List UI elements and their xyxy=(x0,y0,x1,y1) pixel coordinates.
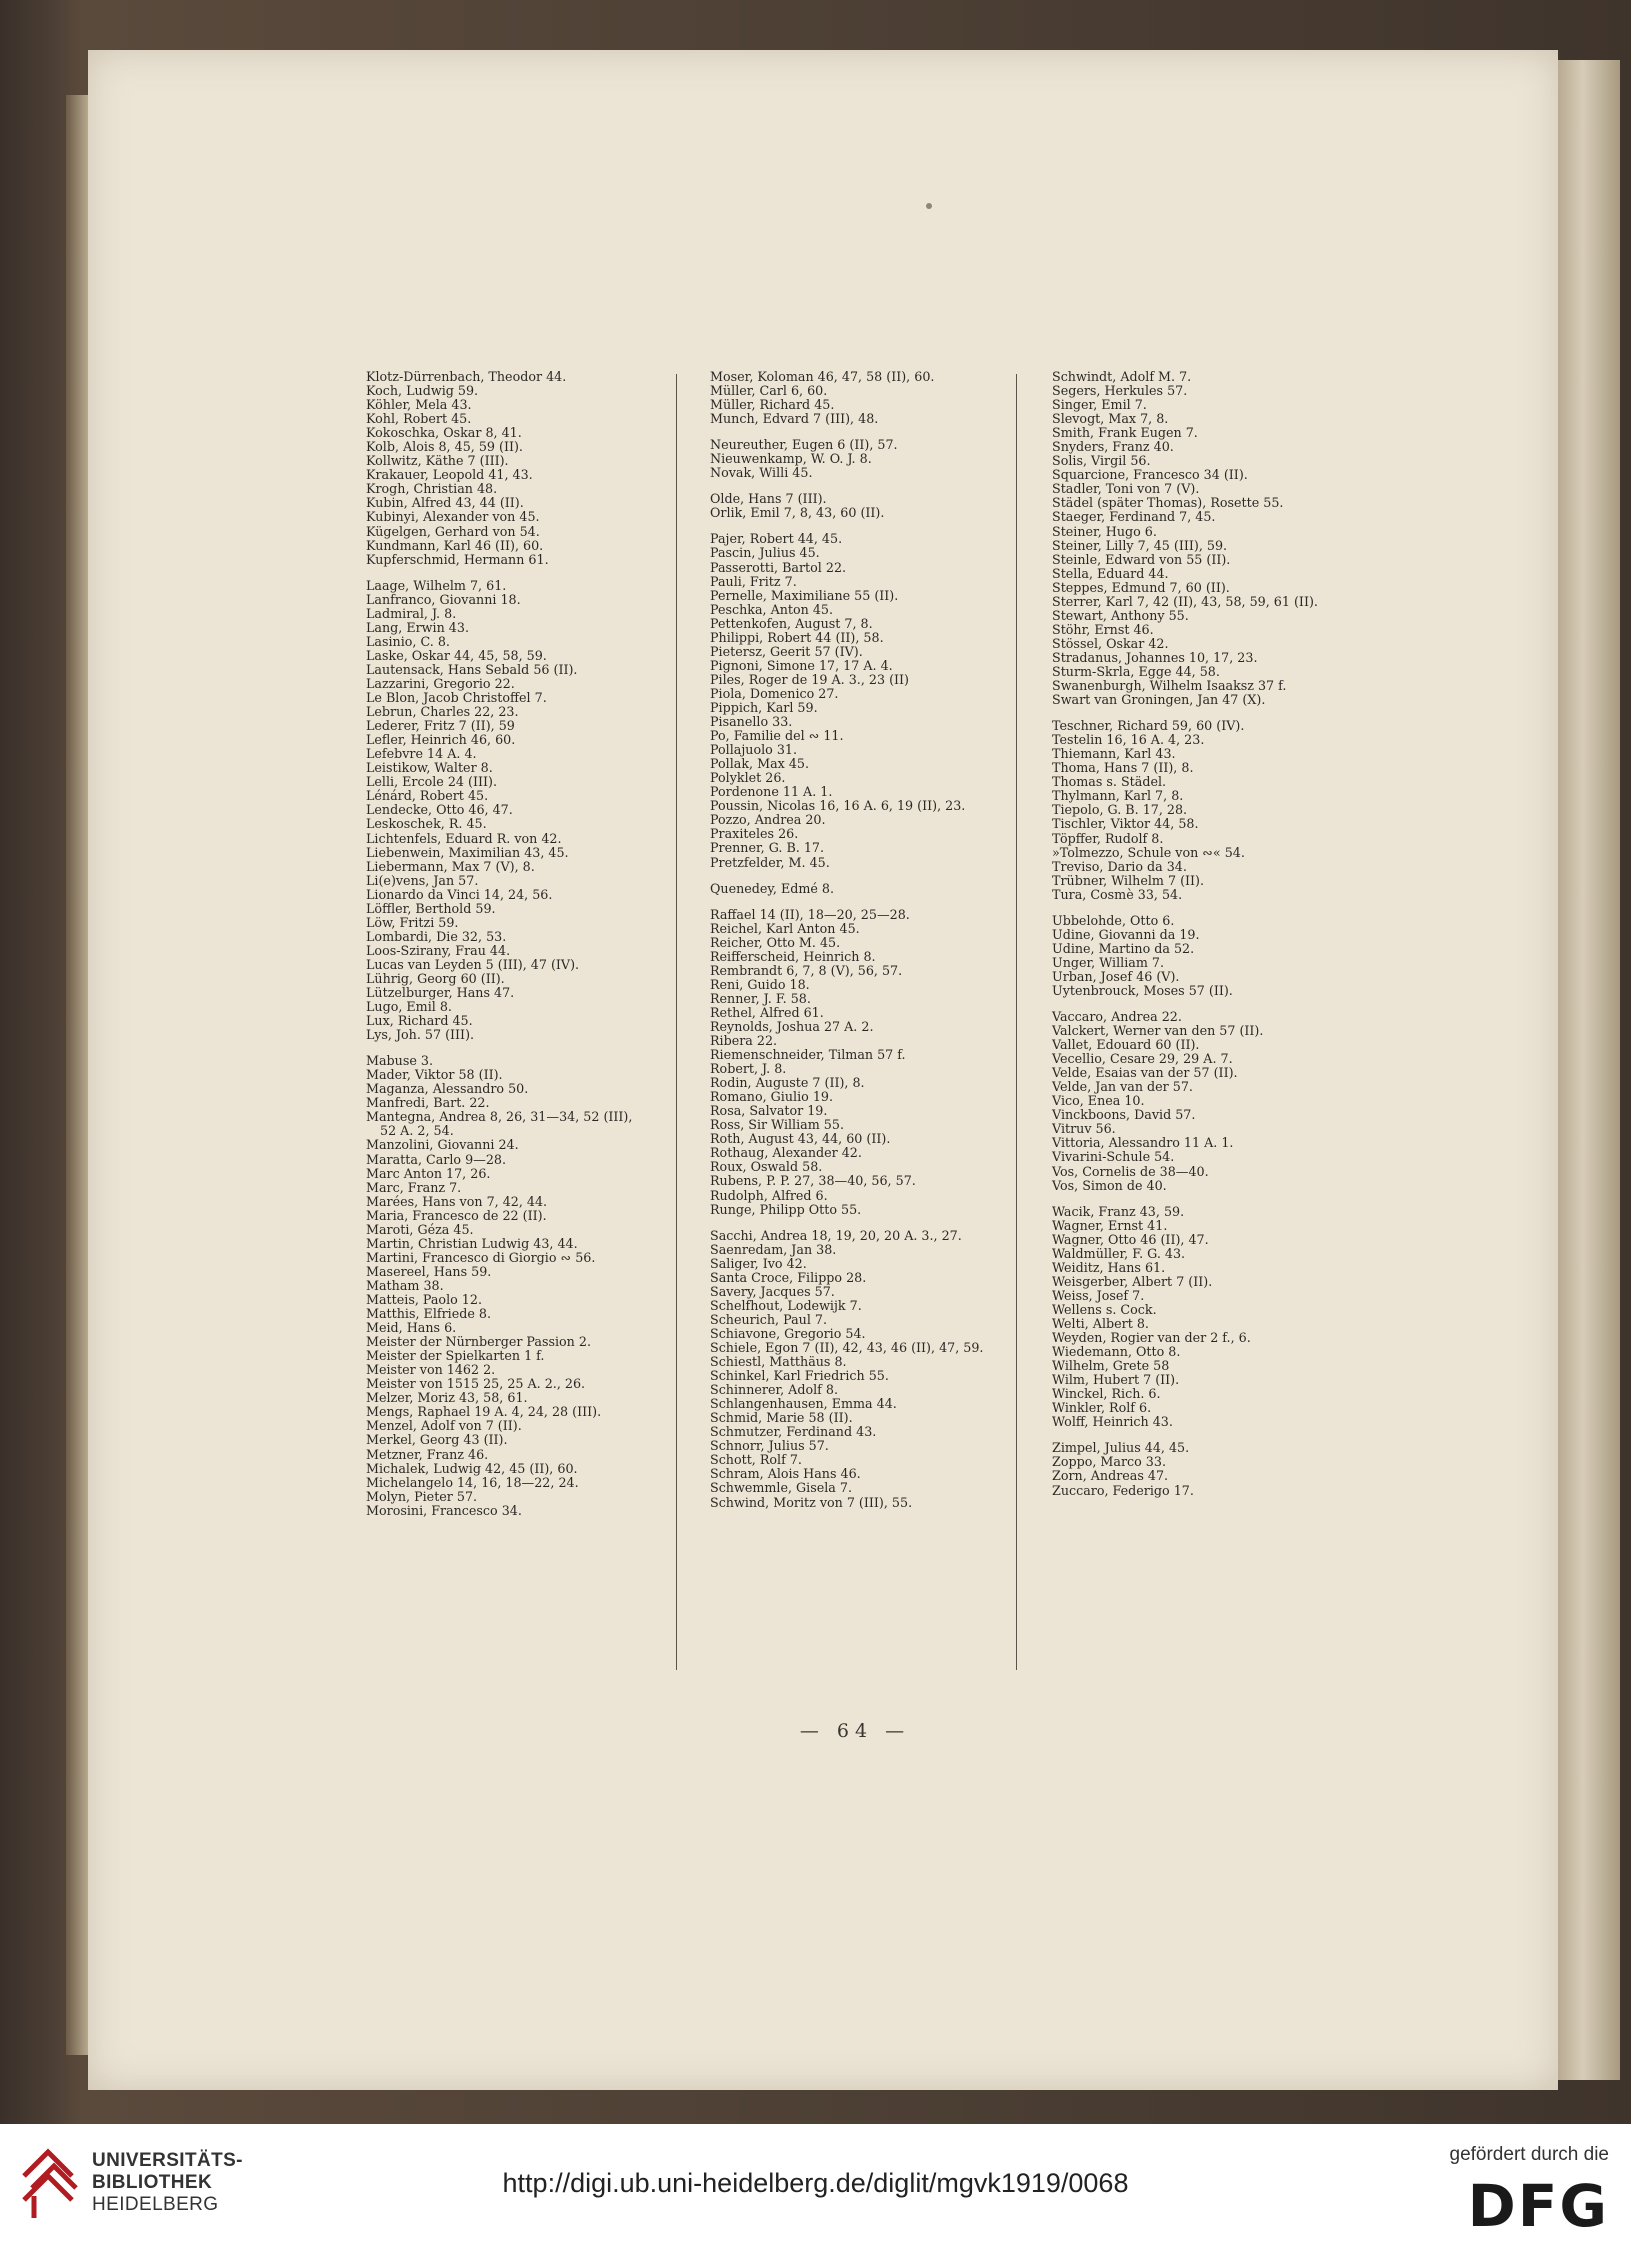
index-entry: »Tolmezzo, Schule von ∾« 54. xyxy=(1052,844,1245,860)
index-entry: Tischler, Viktor 44, 58. xyxy=(1052,816,1199,832)
index-entry: Weisgerber, Albert 7 (II). xyxy=(1052,1273,1213,1289)
index-entry: Maria, Francesco de 22 (II). xyxy=(366,1207,547,1223)
index-entry: Saenredam, Jan 38. xyxy=(710,1241,837,1257)
index-entry: Poussin, Nicolas 16, 16 A. 6, 19 (II), 23. xyxy=(710,798,966,814)
index-entry: Löffler, Berthold 59. xyxy=(366,900,496,916)
column-divider xyxy=(676,374,677,1670)
index-entry: Kollwitz, Käthe 7 (III). xyxy=(366,453,509,469)
index-entry: Schwindt, Adolf M. 7. xyxy=(1052,369,1192,384)
index-entry: Testelin 16, 16 A. 4, 23. xyxy=(1052,732,1205,748)
index-entry: Städel (später Thomas), Rosette 55. xyxy=(1052,495,1284,511)
index-entry: Kügelgen, Gerhard von 54. xyxy=(366,523,540,539)
index-entry: Santa Croce, Filippo 28. xyxy=(710,1269,867,1285)
index-entry: Lénárd, Robert 45. xyxy=(366,788,489,804)
index-entry: Schmutzer, Ferdinand 43. xyxy=(710,1424,877,1440)
index-entry: Metzner, Franz 46. xyxy=(366,1446,489,1462)
index-entry: Solis, Virgil 56. xyxy=(1052,453,1151,469)
index-entry: Stella, Eduard 44. xyxy=(1052,565,1169,581)
index-entry: Meid, Hans 6. xyxy=(366,1320,457,1336)
index-entry: Rubens, P. P. 27, 38—40, 56, 57. xyxy=(710,1173,916,1189)
index-entry: Winkler, Rolf 6. xyxy=(1052,1400,1152,1416)
index-entry: Töpffer, Rudolf 8. xyxy=(1052,830,1164,846)
index-entry: Liebenwein, Maximilian 43, 45. xyxy=(366,844,569,860)
index-entry: Weyden, Rogier van der 2 f., 6. xyxy=(1052,1330,1251,1346)
index-entry: Vos, Cornelis de 38—40. xyxy=(1052,1163,1209,1179)
index-entry: Trübner, Wilhelm 7 (II). xyxy=(1052,872,1205,888)
index-entry: Reicher, Otto M. 45. xyxy=(710,934,841,950)
index-entry: Mabuse 3. xyxy=(366,1053,434,1069)
index-entry: Martin, Christian Ludwig 43, 44. xyxy=(366,1235,578,1251)
index-entry: Leistikow, Walter 8. xyxy=(366,760,493,776)
index-entry: Vivarini-Schule 54. xyxy=(1052,1149,1175,1165)
index-entry: Lichtenfels, Eduard R. von 42. xyxy=(366,830,562,846)
index-entry: Marc, Franz 7. xyxy=(366,1179,462,1195)
page-left-edge xyxy=(66,95,88,2055)
index-entry: Robert, J. 8. xyxy=(710,1061,787,1077)
index-entry: Pascin, Julius 45. xyxy=(710,545,820,561)
index-entry: Pretzfelder, M. 45. xyxy=(710,854,830,870)
index-entry: Lys, Joh. 57 (III). xyxy=(366,1027,475,1043)
index-entry: Rodin, Auguste 7 (II), 8. xyxy=(710,1075,865,1091)
index-entry: Pernelle, Maximiliane 55 (II). xyxy=(710,587,899,603)
index-entry: Lefebvre 14 A. 4. xyxy=(366,746,477,762)
index-entry: Krakauer, Leopold 41, 43. xyxy=(366,467,533,483)
index-entry: Klotz-Dürrenbach, Theodor 44. xyxy=(366,369,567,384)
index-entry: Pietersz, Geerit 57 (IV). xyxy=(710,643,863,659)
index-entry: Schnorr, Julius 57. xyxy=(710,1438,829,1454)
index-entry: Meister von 1515 25, 25 A. 2., 26. xyxy=(366,1376,586,1392)
index-entry: Wacik, Franz 43, 59. xyxy=(1052,1203,1185,1219)
index-entry: Manfredi, Bart. 22. xyxy=(366,1095,490,1111)
index-entry: Loos-Szirany, Frau 44. xyxy=(366,942,511,958)
index-entry: Lux, Richard 45. xyxy=(366,1013,473,1029)
index-entry: Passerotti, Bartol 22. xyxy=(710,559,847,575)
index-entry: Wiedemann, Otto 8. xyxy=(1052,1344,1181,1360)
index-entry: Thylmann, Karl 7, 8. xyxy=(1052,788,1184,804)
index-entry: Schott, Rolf 7. xyxy=(710,1452,802,1468)
index-entry: Roth, August 43, 44, 60 (II). xyxy=(710,1131,891,1147)
index-entry: Lendecke, Otto 46, 47. xyxy=(366,802,513,818)
library-name-line: HEIDELBERG xyxy=(92,2194,219,2215)
index-entry: Stöhr, Ernst 46. xyxy=(1052,621,1154,637)
index-entry: Swanenburgh, Wilhelm Isaaksz 37 f. xyxy=(1052,678,1287,694)
index-entry: Morosini, Francesco 34. xyxy=(366,1502,522,1518)
index-entry: Matteis, Paolo 12. xyxy=(366,1292,482,1307)
index-entry: Polyklet 26. xyxy=(710,770,786,786)
index-entry: Urban, Josef 46 (V). xyxy=(1052,968,1180,984)
index-entry: Lazzarini, Gregorio 22. xyxy=(366,675,515,691)
index-entry: Lang, Erwin 43. xyxy=(366,619,469,635)
index-entry: Sterrer, Karl 7, 42 (II), 43, 58, 59, 61 (II). xyxy=(1052,593,1318,609)
index-entry: Teschner, Richard 59, 60 (IV). xyxy=(1052,718,1245,734)
index-entry: Zuccaro, Federigo 17. xyxy=(1052,1482,1194,1498)
index-entry: Thoma, Hans 7 (II), 8. xyxy=(1052,760,1194,776)
index-entry: Vallet, Edouard 60 (II). xyxy=(1052,1037,1200,1053)
index-entry: Stadler, Toni von 7 (V). xyxy=(1052,481,1200,497)
index-entry: Kokoschka, Oskar 8, 41. xyxy=(366,425,522,441)
index-entry: Stewart, Anthony 55. xyxy=(1052,607,1189,623)
index-entry: Raffael 14 (II), 18—20, 25—28. xyxy=(710,906,910,922)
index-entry: Tura, Cosmè 33, 54. xyxy=(1052,886,1183,902)
index-entry: Lanfranco, Giovanni 18. xyxy=(366,591,521,607)
index-entry: Sacchi, Andrea 18, 19, 20, 20 A. 3., 27. xyxy=(710,1227,962,1243)
index-entry: Quenedey, Edmé 8. xyxy=(710,880,834,896)
index-entry: Singer, Emil 7. xyxy=(1052,397,1147,413)
index-entry: Thiemann, Karl 43. xyxy=(1052,746,1176,762)
index-entry: Li(e)vens, Jan 57. xyxy=(366,872,479,888)
index-entry: Pignoni, Simone 17, 17 A. 4. xyxy=(710,657,893,673)
index-entry: Lombardi, Die 32, 53. xyxy=(366,928,507,944)
index-entry: Reichel, Karl Anton 45. xyxy=(710,920,860,936)
index-entry: Wolff, Heinrich 43. xyxy=(1052,1414,1173,1430)
index-entry: Weiditz, Hans 61. xyxy=(1052,1259,1166,1275)
index-entry: Pordenone 11 A. 1. xyxy=(710,784,833,800)
index-entry: Leskoschek, R. 45. xyxy=(366,816,487,832)
index-entry: Munch, Edvard 7 (III), 48. xyxy=(710,411,879,427)
index-entry: Waldmüller, F. G. 43. xyxy=(1052,1245,1186,1261)
index-entry: Pollajuolo 31. xyxy=(710,742,797,758)
index-entry: Neureuther, Eugen 6 (II), 57. xyxy=(710,437,898,453)
index-entry: Stössel, Oskar 42. xyxy=(1052,635,1169,651)
index-entry: Vaccaro, Andrea 22. xyxy=(1052,1009,1182,1025)
index-entry: Michelangelo 14, 16, 18—22, 24. xyxy=(366,1474,579,1490)
index-entry: Orlik, Emil 7, 8, 43, 60 (II). xyxy=(710,505,885,521)
index-entry: Masereel, Hans 59. xyxy=(366,1263,492,1279)
index-entry: Steiner, Hugo 6. xyxy=(1052,523,1157,539)
index-entry: Pisanello 33. xyxy=(710,714,793,730)
index-entry: Schwemmle, Gisela 7. xyxy=(710,1480,853,1496)
index-entry: Ribera 22. xyxy=(710,1033,778,1049)
index-entry: Steppes, Edmund 7, 60 (II). xyxy=(1052,579,1230,595)
index-entry: Krogh, Christian 48. xyxy=(366,481,498,497)
index-entry: Welti, Albert 8. xyxy=(1052,1316,1149,1331)
column-divider xyxy=(1016,374,1017,1670)
index-entry: Slevogt, Max 7, 8. xyxy=(1052,411,1169,427)
index-entry: Kupferschmid, Hermann 61. xyxy=(366,551,549,567)
index-entry: Le Blon, Jacob Christoffel 7. xyxy=(366,690,547,706)
library-name-line: UNIVERSITÄTS- xyxy=(92,2150,243,2171)
index-entry: Squarcione, Francesco 34 (II). xyxy=(1052,467,1248,483)
index-entry: Wilhelm, Grete 58 xyxy=(1052,1358,1170,1374)
index-entry: Winckel, Rich. 6. xyxy=(1052,1386,1161,1402)
index-entry: Menzel, Adolf von 7 (II). xyxy=(366,1418,522,1434)
index-entry: Kolb, Alois 8, 45, 59 (II). xyxy=(366,439,523,455)
permalink-url[interactable]: http://digi.ub.uni-heidelberg.de/diglit/mgvk1919/0068 xyxy=(502,2168,1129,2198)
index-entry: Manzolini, Giovanni 24. xyxy=(366,1137,519,1153)
index-entry: Ross, Sir William 55. xyxy=(710,1117,844,1133)
index-entry: Nieuwenkamp, W. O. J. 8. xyxy=(710,451,872,467)
index-entry: Lefler, Heinrich 46, 60. xyxy=(366,732,516,748)
page-number: — 64 — xyxy=(799,1720,911,1742)
index-entry: Swart van Groningen, Jan 47 (X). xyxy=(1052,692,1266,708)
index-entry: Lützelburger, Hans 47. xyxy=(366,985,515,1001)
index-entry: Lionardo da Vinci 14, 24, 56. xyxy=(366,886,553,902)
index-entry: Schiavone, Gregorio 54. xyxy=(710,1325,866,1341)
index-entry: Romano, Giulio 19. xyxy=(710,1089,833,1105)
page-right-edge xyxy=(1558,60,1620,2080)
index-entry: Marées, Hans von 7, 42, 44. xyxy=(366,1193,548,1209)
index-entry: Valckert, Werner van den 57 (II). xyxy=(1052,1023,1264,1039)
index-entry: Matham 38. xyxy=(366,1277,444,1293)
index-entry: Schinkel, Karl Friedrich 55. xyxy=(710,1368,889,1384)
index-entry: Pajer, Robert 44, 45. xyxy=(710,531,843,547)
index-entry: Praxiteles 26. xyxy=(710,826,799,842)
index-entry: Meister der Nürnberger Passion 2. xyxy=(366,1334,591,1350)
index-entry: Segers, Herkules 57. xyxy=(1052,383,1188,399)
index-entry: Prenner, G. B. 17. xyxy=(710,840,825,856)
index-entry: Kubin, Alfred 43, 44 (II). xyxy=(366,495,524,511)
index-entry: Udine, Giovanni da 19. xyxy=(1052,926,1200,942)
index-entry: Wilm, Hubert 7 (II). xyxy=(1052,1372,1180,1388)
index-column-3 xyxy=(1052,370,1352,1498)
index-entry: Kundmann, Karl 46 (II), 60. xyxy=(366,537,544,553)
index-entry: Thomas s. Städel. xyxy=(1052,774,1167,790)
index-entry: Meister der Spielkarten 1 f. xyxy=(366,1348,545,1364)
index-entry: Uytenbrouck, Moses 57 (II). xyxy=(1052,982,1233,998)
index-entry: Lasinio, C. 8. xyxy=(366,633,450,649)
index-entry: Molyn, Pieter 57. xyxy=(366,1488,478,1504)
index-entry: Weiss, Josef 7. xyxy=(1052,1287,1145,1303)
index-entry: Vittoria, Alessandro 11 A. 1. xyxy=(1052,1135,1234,1151)
index-entry: Müller, Carl 6, 60. xyxy=(710,383,828,399)
index-column-2 xyxy=(710,370,1010,1510)
index-entry: Rethel, Alfred 61. xyxy=(710,1004,824,1020)
index-entry: Moser, Koloman 46, 47, 58 (II), 60. xyxy=(710,369,935,384)
index-entry: Reynolds, Joshua 27 A. 2. xyxy=(710,1018,874,1034)
index-entry: Piola, Domenico 27. xyxy=(710,685,839,701)
index-entry: Koch, Ludwig 59. xyxy=(366,383,479,399)
index-entry: Kubinyi, Alexander von 45. xyxy=(366,509,540,525)
index-entry: Laage, Wilhelm 7, 61. xyxy=(366,577,507,593)
index-entry: Lugo, Emil 8. xyxy=(366,999,452,1015)
index-entry: Laske, Oskar 44, 45, 58, 59. xyxy=(366,647,547,663)
index-entry: Lautensack, Hans Sebald 56 (II). xyxy=(366,661,578,677)
page-mark xyxy=(926,203,932,209)
index-column-1 xyxy=(366,370,666,1518)
viewer-footer xyxy=(0,2124,1631,2244)
index-entry: Schinnerer, Adolf 8. xyxy=(710,1382,839,1398)
index-entry: Löw, Fritzi 59. xyxy=(366,914,459,930)
index-entry: Zimpel, Julius 44, 45. xyxy=(1052,1440,1190,1456)
index-entry: Wagner, Otto 46 (II), 47. xyxy=(1052,1231,1209,1247)
index-entry: Peschka, Anton 45. xyxy=(710,601,834,617)
index-entry: Vitruv 56. xyxy=(1052,1121,1116,1137)
index-entry: Steinle, Edward von 55 (II). xyxy=(1052,551,1231,567)
index-entry: Velde, Esaias van der 57 (II). xyxy=(1052,1065,1238,1081)
index-entry: Köhler, Mela 43. xyxy=(366,397,472,413)
index-entry: Roux, Oswald 58. xyxy=(710,1159,823,1175)
index-entry: Michalek, Ludwig 42, 45 (II), 60. xyxy=(366,1460,578,1476)
index-entry: Meister von 1462 2. xyxy=(366,1362,496,1378)
index-entry: Vinckboons, David 57. xyxy=(1052,1107,1196,1123)
index-entry: Zoppo, Marco 33. xyxy=(1052,1454,1166,1470)
index-entry: Lührig, Georg 60 (II). xyxy=(366,970,505,986)
index-entry: Müller, Richard 45. xyxy=(710,397,835,413)
index-entry: Schram, Alois Hans 46. xyxy=(710,1466,861,1482)
dfg-logo: DFG xyxy=(1467,2172,1609,2240)
index-entry: Matthis, Elfriede 8. xyxy=(366,1306,491,1322)
index-entry: Schwind, Moritz von 7 (III), 55. xyxy=(710,1494,913,1510)
index-entry: Merkel, Georg 43 (II). xyxy=(366,1432,508,1448)
index-entry: Scheurich, Paul 7. xyxy=(710,1311,828,1327)
index-entry: Schiele, Egon 7 (II), 42, 43, 46 (II), 47, 59. xyxy=(710,1340,984,1355)
index-entry: Rothaug, Alexander 42. xyxy=(710,1145,862,1161)
index-entry: Maroti, Géza 45. xyxy=(366,1221,474,1237)
index-entry: Runge, Philipp Otto 55. xyxy=(710,1201,862,1217)
index-entry: Kohl, Robert 45. xyxy=(366,411,472,427)
index-entry: Pozzo, Andrea 20. xyxy=(710,812,826,828)
index-entry: Savery, Jacques 57. xyxy=(710,1283,835,1299)
index-entry: Schmid, Marie 58 (II). xyxy=(710,1410,853,1426)
index-entry: Vico, Enea 10. xyxy=(1052,1093,1145,1109)
index-entry: Novak, Willi 45. xyxy=(710,465,813,481)
index-entry: Melzer, Moriz 43, 58, 61. xyxy=(366,1390,528,1406)
index-entry: Philippi, Robert 44 (II), 58. xyxy=(710,629,884,645)
index-entry: 52 A. 2, 54. xyxy=(380,1123,454,1139)
index-entry: Olde, Hans 7 (III). xyxy=(710,491,827,507)
index-entry: Tiepolo, G. B. 17, 28. xyxy=(1052,802,1188,818)
index-entry: Sturm-Skrla, Egge 44, 58. xyxy=(1052,663,1220,679)
index-entry: Rosa, Salvator 19. xyxy=(710,1103,828,1119)
index-entry: Lederer, Fritz 7 (II), 59 xyxy=(366,718,515,734)
sponsor-label: gefördert durch die xyxy=(1449,2144,1609,2165)
index-entry: Saliger, Ivo 42. xyxy=(710,1255,807,1271)
index-entry: Schiestl, Matthäus 8. xyxy=(710,1354,847,1370)
index-entry: Treviso, Dario da 34. xyxy=(1052,858,1187,874)
index-entry: Steiner, Lilly 7, 45 (III), 59. xyxy=(1052,537,1228,553)
index-entry: Ladmiral, J. 8. xyxy=(366,605,457,621)
index-entry: Pauli, Fritz 7. xyxy=(710,573,797,589)
index-entry: Marc Anton 17, 26. xyxy=(366,1165,491,1181)
index-entry: Pippich, Karl 59. xyxy=(710,699,818,715)
index-entry: Lucas van Leyden 5 (III), 47 (IV). xyxy=(366,956,580,972)
library-name-line: BIBLIOTHEK xyxy=(92,2172,213,2193)
index-entry: Schlangenhausen, Emma 44. xyxy=(710,1396,897,1412)
index-entry: Liebermann, Max 7 (V), 8. xyxy=(366,858,535,874)
index-entry: Udine, Martino da 52. xyxy=(1052,940,1195,956)
index-entry: Riemenschneider, Tilman 57 f. xyxy=(710,1047,906,1063)
index-entry: Staeger, Ferdinand 7, 45. xyxy=(1052,509,1216,525)
index-entry: Reni, Guido 18. xyxy=(710,976,810,992)
index-entry: Unger, William 7. xyxy=(1052,954,1165,970)
index-entry: Schelfhout, Lodewijk 7. xyxy=(710,1297,862,1313)
index-entry: Reifferscheid, Heinrich 8. xyxy=(710,948,876,964)
index-entry: Wagner, Ernst 41. xyxy=(1052,1217,1168,1233)
index-entry: Maratta, Carlo 9—28. xyxy=(366,1151,507,1167)
index-entry: Vos, Simon de 40. xyxy=(1052,1177,1167,1193)
index-entry: Renner, J. F. 58. xyxy=(710,990,811,1006)
index-entry: Smith, Frank Eugen 7. xyxy=(1052,425,1198,441)
index-entry: Lelli, Ercole 24 (III). xyxy=(366,774,497,790)
index-entry: Rembrandt 6, 7, 8 (V), 56, 57. xyxy=(710,962,903,978)
index-entry: Martini, Francesco di Giorgio ∾ 56. xyxy=(366,1249,596,1265)
index-entry: Stradanus, Johannes 10, 17, 23. xyxy=(1052,649,1258,665)
index-entry: Snyders, Franz 40. xyxy=(1052,439,1174,455)
index-entry: Mengs, Raphael 19 A. 4, 24, 28 (III). xyxy=(366,1404,602,1420)
index-entry: Pollak, Max 45. xyxy=(710,756,810,772)
index-entry: Ubbelohde, Otto 6. xyxy=(1052,912,1175,928)
index-entry: Maganza, Alessandro 50. xyxy=(366,1081,529,1097)
index-entry: Po, Familie del ∾ 11. xyxy=(710,728,844,744)
index-entry: Lebrun, Charles 22, 23. xyxy=(366,704,519,720)
index-entry: Pettenkofen, August 7, 8. xyxy=(710,615,873,631)
index-entry: Mantegna, Andrea 8, 26, 31—34, 52 (III), xyxy=(366,1109,633,1125)
index-entry: Velde, Jan van der 57. xyxy=(1052,1079,1193,1095)
index-entry: Vecellio, Cesare 29, 29 A. 7. xyxy=(1052,1051,1233,1067)
index-entry: Zorn, Andreas 47. xyxy=(1052,1468,1169,1484)
index-entry: Rudolph, Alfred 6. xyxy=(710,1187,828,1203)
index-entry: Wellens s. Cock. xyxy=(1052,1301,1157,1317)
index-entry: Mader, Viktor 58 (II). xyxy=(366,1067,503,1083)
index-entry: Piles, Roger de 19 A. 3., 23 (II) xyxy=(710,671,909,687)
